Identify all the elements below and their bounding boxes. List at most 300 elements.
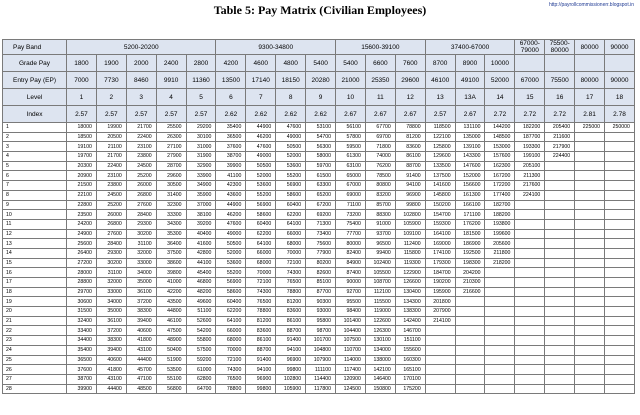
row-index: 19 bbox=[3, 297, 67, 307]
pay-cell: 51900 bbox=[156, 355, 186, 365]
level-cell: 13A bbox=[455, 89, 485, 106]
pay-cell bbox=[575, 142, 605, 152]
pay-cell: 32000 bbox=[126, 248, 156, 258]
pay-cell: 119300 bbox=[395, 258, 425, 268]
pay-cell: 44900 bbox=[246, 123, 276, 133]
pay-cell: 22800 bbox=[67, 200, 97, 210]
pay-cell: 96900 bbox=[276, 355, 306, 365]
pay-cell: 87400 bbox=[336, 268, 366, 278]
level-cell: 10 bbox=[336, 89, 366, 106]
row-index: 12 bbox=[3, 229, 67, 239]
pay-cell: 37200 bbox=[126, 297, 156, 307]
pay-cell bbox=[485, 365, 515, 375]
pay-cell: 44100 bbox=[186, 258, 216, 268]
pay-cell bbox=[605, 268, 635, 278]
pay-cell: 142400 bbox=[395, 316, 425, 326]
pay-cell: 42800 bbox=[186, 248, 216, 258]
pay-cell: 37000 bbox=[186, 200, 216, 210]
pay-cell: 96900 bbox=[395, 190, 425, 200]
pay-cell bbox=[575, 161, 605, 171]
pay-cell: 111100 bbox=[306, 365, 336, 375]
entry-pay-row bbox=[3, 72, 635, 89]
pay-cell: 88700 bbox=[246, 345, 276, 355]
level-cell: 16 bbox=[545, 89, 575, 106]
pay-cell bbox=[545, 181, 575, 191]
pay-cell: 67200 bbox=[306, 200, 336, 210]
pay-cell: 33400 bbox=[67, 326, 97, 336]
pay-cell: 144200 bbox=[485, 123, 515, 133]
pay-cell: 175200 bbox=[395, 384, 425, 394]
matrix-row bbox=[3, 219, 635, 229]
pay-cell: 57500 bbox=[186, 345, 216, 355]
pay-cell: 94100 bbox=[246, 365, 276, 375]
pay-cell bbox=[545, 365, 575, 375]
grade-pay-cell bbox=[545, 55, 575, 72]
pay-cell: 93700 bbox=[365, 229, 395, 239]
pay-cell: 68000 bbox=[246, 258, 276, 268]
pay-cell bbox=[575, 355, 605, 365]
pay-cell: 80200 bbox=[306, 258, 336, 268]
pay-cell bbox=[425, 374, 455, 384]
pay-cell bbox=[425, 365, 455, 375]
pay-cell: 58600 bbox=[276, 190, 306, 200]
matrix-row bbox=[3, 239, 635, 249]
pay-cell: 27100 bbox=[156, 142, 186, 152]
pay-cell: 44900 bbox=[216, 200, 246, 210]
pay-cell: 115500 bbox=[365, 297, 395, 307]
row-index: 7 bbox=[3, 181, 67, 191]
pay-cell: 153000 bbox=[485, 142, 515, 152]
pay-cell bbox=[485, 384, 515, 394]
pay-cell: 28400 bbox=[96, 239, 126, 249]
grade-pay-cell: 5400 bbox=[336, 55, 366, 72]
pay-cell: 82400 bbox=[336, 248, 366, 258]
pay-band-cell: 5200-20200 bbox=[67, 40, 216, 55]
pay-cell: 130400 bbox=[395, 287, 425, 297]
pay-cell bbox=[455, 307, 485, 317]
pay-cell bbox=[455, 384, 485, 394]
pay-cell: 55200 bbox=[276, 171, 306, 181]
pay-cell: 91400 bbox=[395, 171, 425, 181]
pay-cell: 131100 bbox=[455, 123, 485, 133]
row-index: 5 bbox=[3, 161, 67, 171]
pay-cell: 224400 bbox=[545, 152, 575, 162]
pay-cell: 68000 bbox=[276, 239, 306, 249]
pay-cell: 217600 bbox=[515, 181, 545, 191]
pay-cell: 73200 bbox=[336, 210, 366, 220]
pay-cell: 192500 bbox=[455, 248, 485, 258]
pay-cell: 124500 bbox=[336, 384, 366, 394]
pay-cell bbox=[605, 374, 635, 384]
pay-cell: 78800 bbox=[395, 123, 425, 133]
pay-cell: 26800 bbox=[96, 219, 126, 229]
pay-cell: 71100 bbox=[336, 200, 366, 210]
pay-cell: 56900 bbox=[276, 181, 306, 191]
pay-cell: 122600 bbox=[365, 316, 395, 326]
index-cell: 2.57 bbox=[425, 106, 455, 123]
pay-cell: 34000 bbox=[126, 268, 156, 278]
pay-cell: 29300 bbox=[126, 219, 156, 229]
pay-cell bbox=[515, 307, 545, 317]
pay-cell: 32000 bbox=[96, 278, 126, 288]
pay-cell bbox=[575, 384, 605, 394]
pay-cell bbox=[545, 200, 575, 210]
pay-cell: 51100 bbox=[186, 307, 216, 317]
pay-cell: 19900 bbox=[96, 123, 126, 133]
pay-cell: 31900 bbox=[186, 152, 216, 162]
matrix-row bbox=[3, 248, 635, 258]
pay-cell bbox=[605, 229, 635, 239]
pay-cell bbox=[515, 219, 545, 229]
pay-cell: 61500 bbox=[306, 171, 336, 181]
index-cell: 2.62 bbox=[276, 106, 306, 123]
pay-cell: 118500 bbox=[425, 123, 455, 133]
pay-cell: 74000 bbox=[365, 152, 395, 162]
pay-cell bbox=[485, 326, 515, 336]
pay-cell: 21100 bbox=[96, 142, 126, 152]
pay-cell bbox=[575, 181, 605, 191]
pay-cell bbox=[485, 297, 515, 307]
pay-cell bbox=[455, 326, 485, 336]
level-cell: 2 bbox=[96, 89, 126, 106]
pay-band-row bbox=[3, 40, 635, 55]
pay-cell: 86100 bbox=[246, 336, 276, 346]
pay-cell: 73400 bbox=[306, 229, 336, 239]
pay-cell bbox=[545, 374, 575, 384]
matrix-row bbox=[3, 374, 635, 384]
pay-cell bbox=[605, 326, 635, 336]
pay-cell: 125800 bbox=[425, 142, 455, 152]
pay-cell: 45700 bbox=[126, 365, 156, 375]
pay-cell bbox=[605, 316, 635, 326]
matrix-row bbox=[3, 365, 635, 375]
pay-cell: 68000 bbox=[216, 336, 246, 346]
pay-cell: 94100 bbox=[395, 181, 425, 191]
pay-cell: 69000 bbox=[336, 190, 366, 200]
pay-cell: 62200 bbox=[246, 229, 276, 239]
pay-cell: 179300 bbox=[425, 258, 455, 268]
pay-cell: 36500 bbox=[67, 355, 97, 365]
pay-cell: 61000 bbox=[186, 365, 216, 375]
pay-cell: 94100 bbox=[276, 345, 306, 355]
pay-cell: 58600 bbox=[216, 287, 246, 297]
pay-cell: 76500 bbox=[216, 374, 246, 384]
index-row bbox=[3, 106, 635, 123]
pay-cell bbox=[575, 365, 605, 375]
pay-cell: 46100 bbox=[156, 316, 186, 326]
pay-cell: 81200 bbox=[395, 132, 425, 142]
pay-cell: 85700 bbox=[365, 200, 395, 210]
pay-cell bbox=[485, 336, 515, 346]
pay-cell: 24900 bbox=[67, 229, 97, 239]
pay-cell: 78800 bbox=[246, 307, 276, 317]
pay-cell: 75600 bbox=[306, 239, 336, 249]
pay-cell: 167200 bbox=[485, 171, 515, 181]
pay-cell: 129600 bbox=[425, 152, 455, 162]
pay-cell: 39200 bbox=[186, 219, 216, 229]
pay-cell: 101400 bbox=[336, 316, 366, 326]
pay-cell bbox=[545, 297, 575, 307]
index-cell: 2.72 bbox=[485, 106, 515, 123]
pay-cell bbox=[575, 307, 605, 317]
pay-cell: 30100 bbox=[186, 132, 216, 142]
pay-cell: 58600 bbox=[246, 210, 276, 220]
pay-cell bbox=[575, 219, 605, 229]
pay-cell: 145800 bbox=[425, 190, 455, 200]
pay-cell bbox=[575, 287, 605, 297]
pay-cell: 53600 bbox=[276, 161, 306, 171]
pay-cell: 31100 bbox=[126, 239, 156, 249]
pay-cell bbox=[575, 278, 605, 288]
pay-cell bbox=[605, 297, 635, 307]
pay-cell: 78800 bbox=[276, 287, 306, 297]
pay-cell: 37600 bbox=[216, 142, 246, 152]
level-cell: 18 bbox=[605, 89, 635, 106]
entry-pay-cell: 46100 bbox=[425, 72, 455, 89]
pay-cell: 62200 bbox=[216, 307, 246, 317]
pay-cell: 59500 bbox=[336, 142, 366, 152]
pay-cell: 25500 bbox=[156, 123, 186, 133]
row-index: 2 bbox=[3, 132, 67, 142]
index-cell: 2.57 bbox=[156, 106, 186, 123]
pay-band-cell: 15600-39100 bbox=[336, 40, 426, 55]
pay-cell: 114000 bbox=[336, 355, 366, 365]
pay-cell: 23800 bbox=[96, 181, 126, 191]
pay-cell: 86100 bbox=[276, 316, 306, 326]
pay-cell: 211800 bbox=[485, 248, 515, 258]
pay-cell: 43100 bbox=[126, 345, 156, 355]
level-cell: 17 bbox=[575, 89, 605, 106]
level-cell: 12 bbox=[395, 89, 425, 106]
pay-cell: 36400 bbox=[156, 239, 186, 249]
pay-cell bbox=[515, 384, 545, 394]
pay-cell: 139100 bbox=[455, 142, 485, 152]
entry-pay-cell: 25350 bbox=[365, 72, 395, 89]
pay-cell: 90000 bbox=[336, 278, 366, 288]
pay-cell: 30500 bbox=[156, 181, 186, 191]
pay-cell: 77900 bbox=[306, 248, 336, 258]
pay-cell: 71800 bbox=[365, 142, 395, 152]
pay-cell: 64100 bbox=[246, 239, 276, 249]
pay-cell bbox=[575, 190, 605, 200]
pay-cell: 38700 bbox=[67, 374, 97, 384]
pay-cell: 83600 bbox=[276, 307, 306, 317]
pay-cell: 20500 bbox=[96, 132, 126, 142]
pay-cell: 56800 bbox=[156, 384, 186, 394]
matrix-row bbox=[3, 258, 635, 268]
index-cell: 2.57 bbox=[186, 106, 216, 123]
index-label: Index bbox=[3, 106, 67, 123]
pay-cell: 55800 bbox=[186, 336, 216, 346]
pay-cell: 216600 bbox=[455, 287, 485, 297]
pay-cell: 76500 bbox=[246, 297, 276, 307]
pay-cell: 117400 bbox=[336, 365, 366, 375]
pay-cell: 86100 bbox=[395, 152, 425, 162]
matrix-row bbox=[3, 132, 635, 142]
pay-cell: 31100 bbox=[96, 268, 126, 278]
pay-cell: 76200 bbox=[365, 161, 395, 171]
pay-cell: 35400 bbox=[216, 123, 246, 133]
pay-cell: 77700 bbox=[336, 229, 366, 239]
pay-cell: 53600 bbox=[216, 258, 246, 268]
index-cell: 2.67 bbox=[395, 106, 425, 123]
entry-pay-cell: 7000 bbox=[67, 72, 97, 89]
matrix-row bbox=[3, 268, 635, 278]
pay-cell: 28800 bbox=[67, 278, 97, 288]
pay-cell: 214100 bbox=[425, 316, 455, 326]
row-index: 25 bbox=[3, 355, 67, 365]
grade-pay-row bbox=[3, 55, 635, 72]
grade-pay-cell: 2400 bbox=[156, 55, 186, 72]
entry-pay-label: Entry Pay (EP) bbox=[3, 72, 67, 89]
pay-cell: 110700 bbox=[336, 345, 366, 355]
pay-cell bbox=[575, 345, 605, 355]
matrix-row bbox=[3, 384, 635, 394]
pay-cell bbox=[605, 307, 635, 317]
pay-cell: 50500 bbox=[216, 239, 246, 249]
pay-cell: 112400 bbox=[395, 239, 425, 249]
index-cell: 2.57 bbox=[67, 106, 97, 123]
pay-cell: 225000 bbox=[575, 123, 605, 133]
row-index: 16 bbox=[3, 268, 67, 278]
pay-cell: 135000 bbox=[455, 132, 485, 142]
pay-cell bbox=[515, 248, 545, 258]
pay-cell: 35900 bbox=[186, 190, 216, 200]
row-index: 20 bbox=[3, 307, 67, 317]
pay-cell: 32400 bbox=[67, 316, 97, 326]
pay-cell: 82600 bbox=[306, 268, 336, 278]
pay-cell: 150800 bbox=[365, 384, 395, 394]
pay-cell: 44400 bbox=[96, 384, 126, 394]
pay-cell: 59700 bbox=[306, 161, 336, 171]
pay-cell bbox=[545, 355, 575, 365]
pay-cell: 30200 bbox=[126, 229, 156, 239]
pay-cell: 24500 bbox=[126, 161, 156, 171]
pay-band-cell: 9300-34800 bbox=[216, 40, 336, 55]
pay-cell bbox=[515, 316, 545, 326]
pay-cell: 67700 bbox=[365, 123, 395, 133]
pay-cell: 146400 bbox=[365, 374, 395, 384]
pay-cell bbox=[485, 268, 515, 278]
grade-pay-cell: 8900 bbox=[455, 55, 485, 72]
source-url[interactable]: http://payrollcommissionerr.blogspot.in bbox=[548, 2, 634, 8]
pay-cell: 115800 bbox=[395, 248, 425, 258]
grade-pay-cell: 8700 bbox=[425, 55, 455, 72]
pay-cell bbox=[575, 210, 605, 220]
pay-cell: 102800 bbox=[276, 374, 306, 384]
pay-cell: 28400 bbox=[126, 210, 156, 220]
pay-cell: 74300 bbox=[216, 365, 246, 375]
pay-cell bbox=[605, 355, 635, 365]
pay-cell bbox=[605, 287, 635, 297]
pay-cell bbox=[485, 345, 515, 355]
row-index: 10 bbox=[3, 210, 67, 220]
pay-cell: 33300 bbox=[156, 210, 186, 220]
index-cell: 2.81 bbox=[575, 106, 605, 123]
pay-cell: 99800 bbox=[395, 200, 425, 210]
pay-cell: 54700 bbox=[306, 132, 336, 142]
pay-cell: 39800 bbox=[156, 268, 186, 278]
grade-pay-cell: 10000 bbox=[485, 55, 515, 72]
pay-cell: 30600 bbox=[67, 297, 97, 307]
pay-cell: 160300 bbox=[395, 355, 425, 365]
pay-cell bbox=[575, 229, 605, 239]
pay-cell: 26000 bbox=[126, 181, 156, 191]
entry-pay-cell: 75500 bbox=[545, 72, 575, 89]
pay-cell: 54200 bbox=[186, 326, 216, 336]
pay-cell bbox=[515, 210, 545, 220]
pay-cell: 70000 bbox=[246, 268, 276, 278]
pay-cell: 88700 bbox=[395, 161, 425, 171]
level-cell: 8 bbox=[276, 89, 306, 106]
pay-cell bbox=[425, 384, 455, 394]
pay-cell bbox=[575, 132, 605, 142]
pay-cell: 28700 bbox=[156, 161, 186, 171]
pay-cell: 34400 bbox=[67, 336, 97, 346]
pay-cell: 27900 bbox=[156, 152, 186, 162]
pay-cell: 56900 bbox=[216, 278, 246, 288]
grade-pay-cell bbox=[575, 55, 605, 72]
pay-cell: 207900 bbox=[425, 307, 455, 317]
pay-cell: 41100 bbox=[216, 171, 246, 181]
pay-cell: 36500 bbox=[216, 132, 246, 142]
pay-cell: 182700 bbox=[485, 200, 515, 210]
pay-cell: 53500 bbox=[156, 365, 186, 375]
pay-cell: 138000 bbox=[365, 355, 395, 365]
pay-cell: 204200 bbox=[455, 268, 485, 278]
pay-cell bbox=[545, 307, 575, 317]
grade-pay-cell: 4600 bbox=[246, 55, 276, 72]
pay-cell: 31400 bbox=[156, 190, 186, 200]
pay-cell: 114400 bbox=[306, 374, 336, 384]
pay-cell: 176200 bbox=[455, 219, 485, 229]
pay-cell bbox=[605, 219, 635, 229]
pay-cell: 27600 bbox=[96, 229, 126, 239]
entry-pay-cell: 80000 bbox=[575, 72, 605, 89]
matrix-row bbox=[3, 229, 635, 239]
pay-cell: 156600 bbox=[455, 181, 485, 191]
pay-cell: 122900 bbox=[395, 268, 425, 278]
pay-cell: 58000 bbox=[306, 152, 336, 162]
pay-cell: 99400 bbox=[365, 248, 395, 258]
pay-cell: 23100 bbox=[126, 142, 156, 152]
pay-cell bbox=[425, 355, 455, 365]
pay-cell: 31000 bbox=[186, 142, 216, 152]
pay-cell bbox=[515, 200, 545, 210]
pay-cell: 70000 bbox=[276, 248, 306, 258]
pay-cell: 205400 bbox=[545, 123, 575, 133]
pay-cell bbox=[545, 190, 575, 200]
pay-cell bbox=[605, 142, 635, 152]
pay-cell bbox=[605, 345, 635, 355]
pay-cell: 148500 bbox=[485, 132, 515, 142]
matrix-row bbox=[3, 316, 635, 326]
pay-cell: 47500 bbox=[156, 326, 186, 336]
level-cell: 3 bbox=[126, 89, 156, 106]
pay-cell bbox=[605, 200, 635, 210]
level-cell: 14 bbox=[485, 89, 515, 106]
matrix-row bbox=[3, 326, 635, 336]
pay-cell bbox=[605, 171, 635, 181]
pay-cell: 49000 bbox=[216, 229, 246, 239]
pay-cell: 137500 bbox=[425, 171, 455, 181]
pay-cell bbox=[485, 307, 515, 317]
pay-cell: 21700 bbox=[96, 152, 126, 162]
pay-matrix-table bbox=[2, 39, 635, 394]
pay-cell: 27600 bbox=[126, 200, 156, 210]
pay-cell: 38600 bbox=[156, 258, 186, 268]
row-index: 23 bbox=[3, 336, 67, 346]
